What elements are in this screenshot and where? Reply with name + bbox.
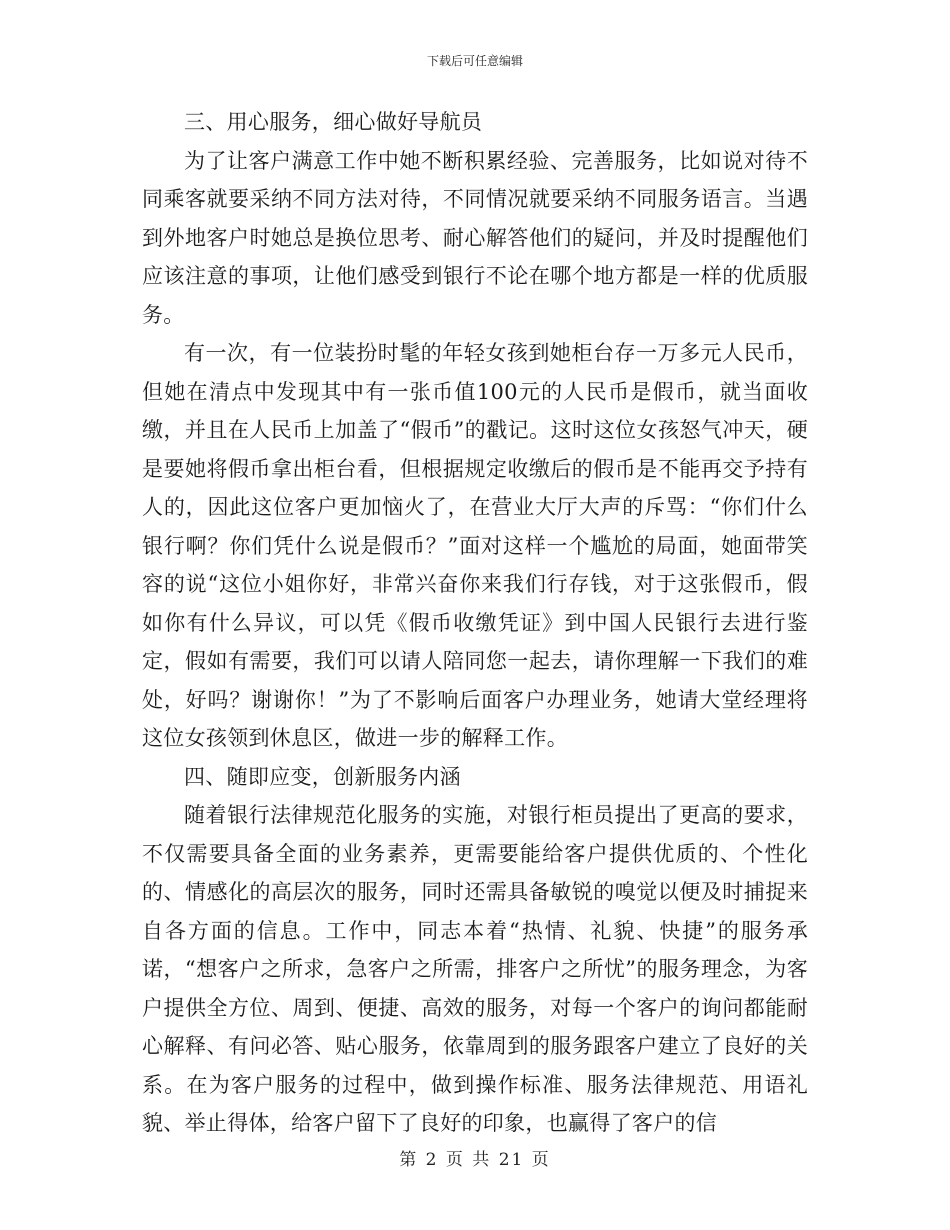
page-number: 第 2 页 共 21 页 [399,1150,551,1170]
document-body [142,103,808,1143]
page-header-note: 下载后可任意编辑 [426,54,523,68]
body-paragraph: 为了让客户满意工作中她不断积累经验、完善服务，比如说对待不同乘客就要采纳不同方法对待，不同情况就要采纳不同服务语言。当遇到外地客户时她总是换位思考、耐心解答他们的疑问，并及时提醒他们应该注意的事项，让他们感受到银行不论在哪个地方都是一样的优质服务。 [142,148,808,327]
body-paragraph: 随着银行法律规范化服务的实施，对银行柜员提出了更高的要求，不仅需要具备全面的业务素养，更需要能给客户提供优质的、个性化的、情感化的高层次的服务，同时还需具备敏锐的嗅觉以便及时捕捉来自各方面的信息。工作中，同志本着“热情、礼貌、快捷”的服务承诺，“想客户之所求，急客户之所需，排客户之所忧”的服务理念，为客户提供全方位、周到、便捷、高效的服务，对每一个客户的询问都能耐心解释、有问必答、贴心服务，依靠周到的服务跟客户建立了良好的关系。在为客户服务的过程中，做到操作标准、服务法律规范、用语礼貌、举止得体，给客户留下了良好的印象，也赢得了客户的信 [142,803,808,1135]
section-heading-3: 三、用心服务，细心做好导航员 [184,110,483,134]
body-paragraph: 有一次，有一位装扮时髦的年轻女孩到她柜台存一万多元人民币，但她在清点中发现其中有一张币值100元的人民币是假币，就当面收缴，并且在人民币上加盖了“假币”的戳记。这时这位女孩怒气冲天，硬是要她将假币拿出柜台看，但根据规定收缴后的假币是不能再交予持有人的，因此这位客户更加恼火了，在营业大厅大声的斥骂：“你们什么银行啊？你们凭什么说是假币？”面对这样一个尴尬的局面，她面带笑容的说“这位小姐你好，非常兴奋你来我们行存钱，对于这张假币，假如你有什么异议，可以凭《假币收缴凭证》到中国人民银行去进行鉴定，假如有需要，我们可以请人陪同您一起去，请你理解一下我们的难处，好吗？谢谢你！”为了不影响后面客户办理业务，她请大堂经理将这位女孩领到休息区，做进一步的解释工作。 [142,341,808,750]
section-heading-4: 四、随即应变，创新服务内涵 [184,764,461,789]
